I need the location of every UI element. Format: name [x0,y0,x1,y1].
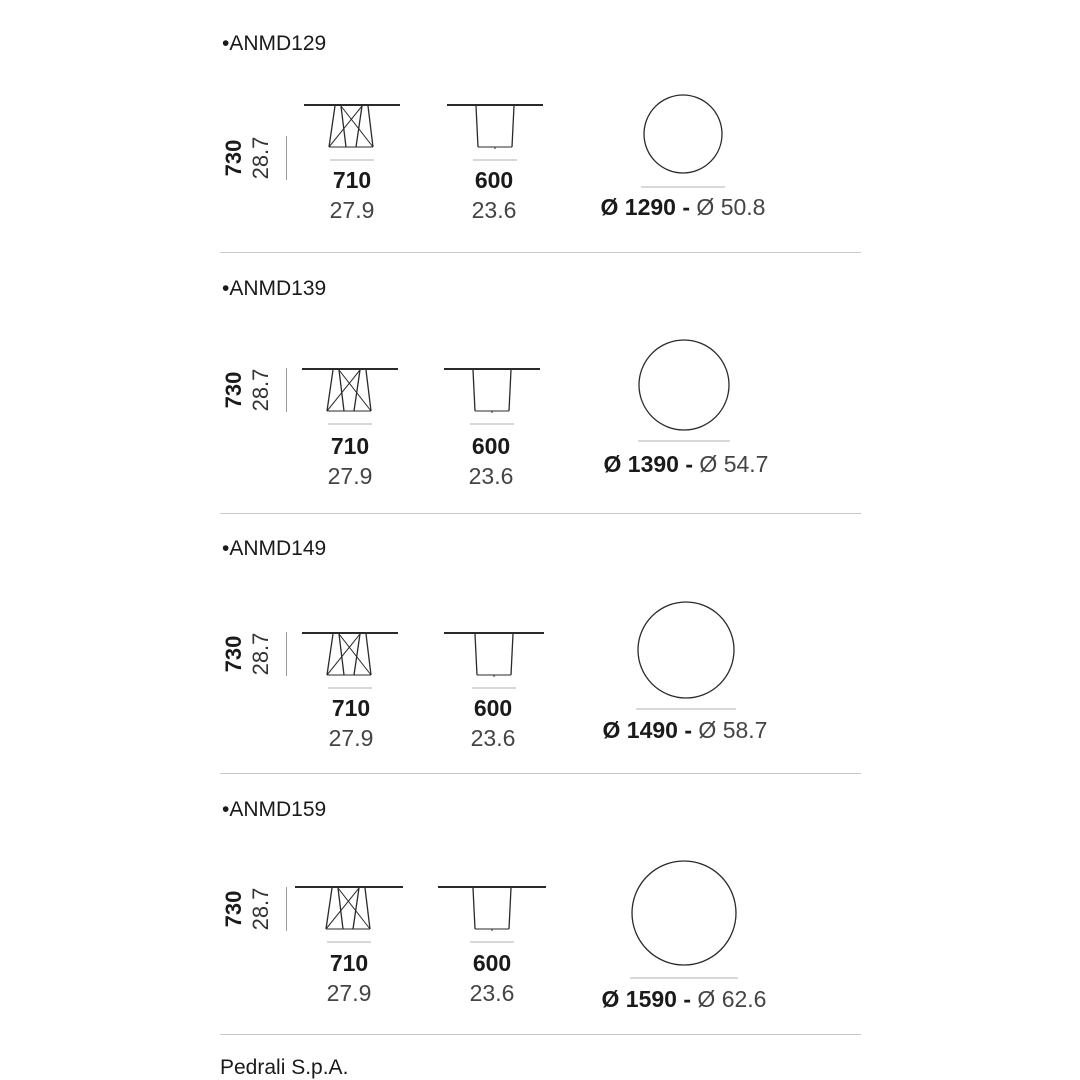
front-view-drawing [445,102,545,162]
front-width-mm: 600 [474,167,514,193]
table-spec-anmd149 [220,537,861,757]
diameter-mm: Ø 1390 - [603,451,694,477]
height-in: 28.7 [248,632,273,676]
front-width-in: 23.6 [469,980,515,1006]
front-view-drawing [436,884,548,944]
side-width [300,431,400,491]
section-divider [220,1034,861,1035]
diameter [554,986,814,1013]
height-dimension [220,368,273,412]
product-code: •ANMD139 [222,277,327,300]
height-mm: 730 [221,139,246,177]
table-spec-anmd139 [220,277,861,497]
height-dimension [220,136,273,180]
side-width-in: 27.9 [326,980,372,1006]
front-width [442,948,542,1008]
front-width-mm: 600 [471,433,511,459]
section-divider [220,773,861,774]
diameter-in: Ø 54.7 [699,451,769,477]
side-width-in: 27.9 [329,197,375,223]
product-code: •ANMD129 [222,32,327,55]
front-width [443,693,543,753]
side-width-mm: 710 [329,950,369,976]
front-width-in: 23.6 [468,463,514,489]
height-line [286,136,287,180]
side-width-mm: 710 [331,695,371,721]
diameter-mm: Ø 1590 - [601,986,692,1012]
height-in: 28.7 [248,887,273,931]
side-width [301,693,401,753]
side-width-mm: 710 [332,167,372,193]
side-width-in: 27.9 [327,463,373,489]
side-width-in: 27.9 [328,725,374,751]
height-mm: 730 [221,890,246,928]
side-view-drawing [300,630,400,690]
height-line [286,887,287,931]
side-view-drawing [302,102,402,162]
side-width [299,948,399,1008]
height-dimension [220,887,273,931]
side-view-drawing [300,366,400,426]
diameter [555,717,815,744]
height-line [286,368,287,412]
front-width [444,165,544,225]
height-dimension [220,632,273,676]
section-divider [220,252,861,253]
top-view-circle [636,335,732,445]
height-mm: 730 [221,371,246,409]
height-mm: 730 [221,635,246,673]
diameter-mm: Ø 1490 - [602,717,693,743]
front-width-in: 23.6 [471,197,517,223]
product-code: •ANMD159 [222,798,327,821]
section-divider [220,513,861,514]
diameter [553,194,813,221]
diameter [556,451,816,478]
diameter-mm: Ø 1290 - [600,194,691,220]
front-view-drawing [442,366,542,426]
top-view-circle [638,92,728,190]
height-in: 28.7 [248,368,273,412]
side-view-drawing [293,884,405,944]
diameter-in: Ø 62.6 [697,986,767,1012]
front-width-mm: 600 [472,950,512,976]
diameter-in: Ø 58.7 [698,717,768,743]
diameter-in: Ø 50.8 [696,194,766,220]
front-width [441,431,541,491]
footer-text: Pedrali S.p.A. [220,1056,349,1079]
front-width-mm: 600 [473,695,513,721]
top-view-circle [634,600,738,712]
top-view-circle [628,860,740,982]
table-spec-anmd129 [220,32,861,232]
table-spec-anmd159 [220,798,861,1018]
product-code: •ANMD149 [222,537,327,560]
front-view-drawing [442,630,546,690]
height-in: 28.7 [248,136,273,180]
side-width-mm: 710 [330,433,370,459]
height-line [286,632,287,676]
front-width-in: 23.6 [470,725,516,751]
side-width [302,165,402,225]
